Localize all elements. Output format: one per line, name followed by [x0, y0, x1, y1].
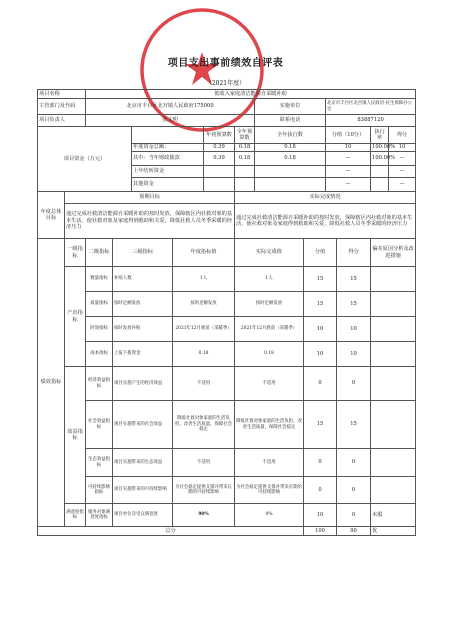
cell-l3: 项目实施产生的经济效益 — [113, 367, 173, 401]
cell-score: 10 — [337, 342, 371, 367]
cell-actual: 为社会稳定提供支撑并带来长期的可持续影响 — [235, 477, 304, 504]
cell-l2: 生态效益指标 — [86, 449, 113, 477]
impl-unit-value: 北京市丰台区北宫镇人民政府-民生保障办公室 — [326, 99, 416, 115]
total-value: 100 — [304, 527, 337, 536]
cell-l3: 按时发放补贴 — [113, 317, 173, 342]
total-score: 10 — [389, 144, 416, 152]
table-row — [38, 477, 416, 504]
total-full: 0.18 — [235, 144, 255, 152]
fiscal-score: — — [389, 152, 416, 166]
cell-reason — [371, 449, 416, 477]
label-funds: 项目资金（万元） — [38, 127, 132, 192]
label-perf: 绩效指标 — [38, 239, 65, 527]
label-reason: 偏差原因分析及改进措施 — [371, 239, 416, 267]
label-leader: 项目负责人 — [38, 115, 86, 127]
label-carryover: 上年结转资金 — [132, 166, 204, 178]
cell-actual: 不适用 — [235, 449, 304, 477]
carryover-value: — — [326, 166, 371, 178]
label-actual: 实际完成情况 — [235, 192, 416, 204]
row-indicator-header — [38, 239, 416, 267]
cell-target: 90% — [173, 504, 235, 527]
table-row — [38, 292, 416, 317]
leader-value: 张文明 — [86, 115, 255, 127]
cell-score: 15 — [337, 401, 371, 449]
cell-l2: 时效指标 — [86, 317, 113, 342]
cell-score: 0 — [337, 367, 371, 401]
row-total — [38, 527, 416, 536]
cell-target: 为社会稳定提供支撑并带来长期的可持续影响 — [173, 477, 235, 504]
total-score: 90 — [337, 527, 371, 536]
cell-value: 15 — [304, 401, 337, 449]
table-row — [38, 342, 416, 367]
cell-actual: 按时足额发放 — [235, 292, 304, 317]
label-phone: 联系电话 — [255, 115, 326, 127]
cell-l3: 上报下拨资金 — [113, 342, 173, 367]
cell-l2: 经济效益指标 — [86, 367, 113, 401]
total-value: 10 — [326, 144, 371, 152]
total-grade: 优 — [371, 527, 416, 536]
cell-reason — [371, 367, 416, 401]
cell-value: 0 — [304, 477, 337, 504]
cell-l3: 补贴人数 — [113, 267, 173, 292]
form-year: （2021年度） — [205, 80, 246, 87]
cell-actual: 0.18 — [235, 342, 304, 367]
label-benefit: 效益指标 — [65, 367, 86, 504]
cell-actual: 0% — [235, 504, 304, 527]
label-dept: 主管部门及代码 — [38, 99, 86, 115]
other-score: — — [389, 178, 416, 192]
row-funds-header — [38, 127, 416, 144]
cell-actual: 1人 — [235, 267, 304, 292]
row-leader — [38, 115, 416, 127]
cell-score: 15 — [337, 267, 371, 292]
cell-value: 0 — [304, 367, 337, 401]
label-l2: 二级指标 — [86, 239, 113, 267]
label-score-h: 得分 — [337, 239, 371, 267]
cell-l3: 项目实施带来的社会效益 — [113, 401, 173, 449]
cell-l2: 成本指标 — [86, 342, 113, 367]
cell-target: 不适用 — [173, 367, 235, 401]
table-row — [38, 367, 416, 401]
label-l3: 三级指标 — [113, 239, 173, 267]
cell-reason — [371, 401, 416, 449]
label-target: 年度指标值 — [173, 239, 235, 267]
cell-l3: 按时足额发放 — [113, 292, 173, 317]
cell-value: 10 — [304, 342, 337, 367]
cell-score: 15 — [337, 292, 371, 317]
label-other: 其他资金 — [132, 178, 204, 192]
fiscal-rate: 100.00% — [371, 152, 389, 166]
label-exec-rate: 执行率 — [371, 127, 389, 144]
label-project-name: 项目名称 — [38, 90, 86, 99]
fiscal-exec: 0.18 — [255, 152, 326, 166]
label-value: 分值 — [304, 239, 337, 267]
cell-reason: 未服 — [371, 504, 416, 527]
cell-l3: 项目单位及受众满意度 — [113, 504, 173, 527]
table-row — [38, 267, 416, 292]
cell-value: 10 — [304, 504, 337, 527]
fiscal-annual: 0.39 — [204, 152, 235, 166]
row-goal-header — [38, 192, 416, 204]
cell-value: 15 — [304, 292, 337, 317]
table-row — [38, 401, 416, 449]
evaluation-table — [37, 89, 416, 536]
total-annual: 0.39 — [204, 144, 235, 152]
cell-target: 0.18 — [173, 342, 235, 367]
label-annual-budget: 年初预算数 — [204, 127, 235, 144]
label-fiscal: 其中：当年财政拨款 — [132, 152, 204, 166]
cell-score: 0 — [337, 477, 371, 504]
table-row — [38, 504, 416, 527]
cell-reason — [371, 292, 416, 317]
row-goal-content — [38, 204, 416, 239]
row-project-name — [38, 90, 416, 99]
cell-l2: 可持续影响指标 — [86, 477, 113, 504]
label-total-funds: 年度资金总额： — [132, 144, 204, 152]
goal-actual: 通过完成社救清洁能源自采暖补助的按时发放，保障辖区内社救对象的基本生活，使社救对象及家庭得到救助和关爱，降低社救人员冬季采暖的经济压力 — [235, 204, 416, 239]
cell-score: 10 — [337, 317, 371, 342]
other-value: — — [326, 178, 371, 192]
cell-value: 10 — [304, 317, 337, 342]
cell-reason — [371, 317, 416, 342]
cell-target: 1人 — [173, 267, 235, 292]
cell-value: 0 — [304, 449, 337, 477]
cell-l2: 质量指标 — [86, 292, 113, 317]
table-row — [38, 449, 416, 477]
goal-expected: 通过完成社救清洁能源自采暖补助的按时发放，保障辖区内社救对象的基本生活，使社救对象及家庭得到救助和关爱，降低社救人员冬季采暖的经济压力 — [65, 204, 235, 239]
fiscal-full: 0.18 — [235, 152, 255, 166]
cell-reason — [371, 267, 416, 292]
label-actual-value: 实际完成值 — [235, 239, 304, 267]
dept-value: 北京市丰台区北宫镇人民政府175000 — [86, 99, 255, 115]
label-full-exec: 全年执行数 — [255, 127, 326, 144]
label-output: 产出指标 — [65, 267, 86, 367]
cell-target: 2021年12月底前（采暖季） — [173, 317, 235, 342]
label-score-col: 分值（10分） — [326, 127, 371, 144]
cell-score: 0 — [337, 504, 371, 527]
label-full-budget: 全年预算数 — [235, 127, 255, 144]
carryover-score: — — [389, 166, 416, 178]
cell-reason — [371, 477, 416, 504]
label-score: 得分 — [389, 127, 416, 144]
label-satisfaction: 满意度指标 — [65, 504, 86, 527]
cell-target: 不适用 — [173, 449, 235, 477]
fiscal-value: — — [326, 152, 371, 166]
table-row — [38, 317, 416, 342]
total-exec: 0.18 — [255, 144, 326, 152]
form-title: 项目支出事前绩效自评表 — [167, 58, 284, 69]
cell-l2: 社会效益指标 — [86, 401, 113, 449]
label-total: 总分 — [38, 527, 304, 536]
cell-score: 0 — [337, 449, 371, 477]
cell-value: 15 — [304, 267, 337, 292]
cell-actual: 降低社救对象家庭的生活负担，改善生活质量，保障社会稳定 — [235, 401, 304, 449]
label-impl-unit: 实施单位 — [255, 99, 326, 115]
cell-l3: 项目实施带来的生态效益 — [113, 449, 173, 477]
total-rate: 100.00% — [372, 144, 396, 151]
label-l1: 一级指标 — [65, 239, 86, 267]
cell-actual: 2021年12月底前（采暖季） — [235, 317, 304, 342]
phone-value: 83887120 — [326, 115, 416, 127]
cell-target: 按时足额发放 — [173, 292, 235, 317]
label-annual-goal: 年度总体目标 — [38, 192, 65, 239]
cell-actual: 不适用 — [235, 367, 304, 401]
cell-l2: 数量指标 — [86, 267, 113, 292]
cell-target: 降低社救对象家庭的生活负担，改善生活质量，保障社会稳定 — [173, 401, 235, 449]
cell-l2: 服务对象满意度指标 — [86, 504, 113, 527]
cell-l3: 项目实施带来的可持续影响 — [113, 477, 173, 504]
row-dept — [38, 99, 416, 115]
cell-reason — [371, 342, 416, 367]
label-expected: 预期目标 — [65, 192, 235, 204]
project-name: 低收入家庭清洁能源自采暖补助 — [86, 90, 416, 99]
